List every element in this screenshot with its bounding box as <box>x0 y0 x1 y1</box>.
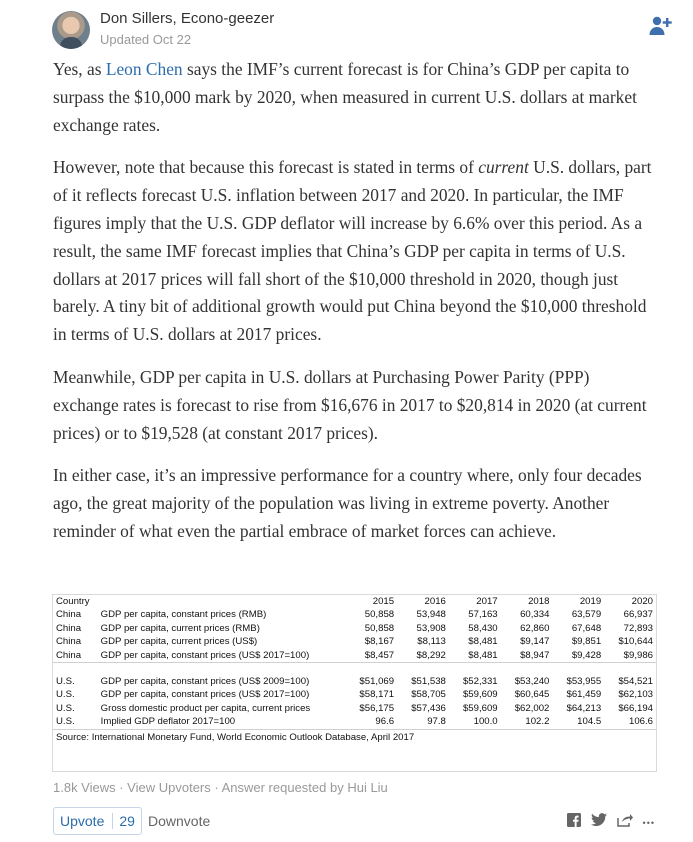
table-row <box>53 675 656 688</box>
table-row <box>53 622 656 635</box>
table-cell: China <box>56 636 82 648</box>
table-row <box>53 595 656 608</box>
upvote-button[interactable] <box>53 807 142 835</box>
table-cell: 106.6 <box>628 716 653 728</box>
table-cell: 58,430 <box>468 622 498 634</box>
avatar[interactable] <box>52 11 90 49</box>
twitter-icon[interactable] <box>591 813 607 832</box>
table-cell: $51,069 <box>359 676 395 688</box>
paragraph-4: In either case, it’s an impressive performance for a country where, only four decades ago, the great majority of the population was living in extreme poverty. Another reminder of what even the partial embrace of market forces can achieve. <box>53 465 642 541</box>
table-cell: 100.0 <box>473 716 498 728</box>
leon-chen-link[interactable]: Leon Chen <box>105 59 183 79</box>
table-cell: China <box>56 622 82 634</box>
answer-body <box>53 56 653 561</box>
table-cell: $53,240 <box>514 676 550 688</box>
table-cell: 2017 <box>476 596 498 607</box>
table-cell: $59,609 <box>462 689 498 701</box>
table-cell: $59,609 <box>462 702 498 714</box>
table-cell: GDP per capita, constant prices (US$ 2017=100) <box>100 689 310 701</box>
table-cell: $8,481 <box>449 649 501 663</box>
table-row <box>53 635 656 648</box>
table-cell <box>98 595 346 608</box>
share-icons <box>567 813 655 832</box>
table-cell: $8,481 <box>468 636 498 648</box>
table-row <box>53 608 656 621</box>
share-icon[interactable] <box>617 813 633 832</box>
table-cell: $9,428 <box>552 649 604 663</box>
table-cell: 66,937 <box>623 609 653 621</box>
table-cell: 102.2 <box>525 716 550 728</box>
table-cell: GDP per capita, current prices (RMB) <box>100 622 260 634</box>
paragraph-1: Yes, as Leon Chen says the IMF’s current forecast is for China’s GDP per capita to surpass the $10,000 mark by 2020, when measured in current U.S. dollars at market exchange rates. <box>53 59 637 135</box>
table-cell: $8,947 <box>501 649 553 663</box>
table-cell: 2020 <box>631 596 653 607</box>
table-cell: $8,167 <box>364 636 395 648</box>
table-cell: 50,858 <box>364 609 395 621</box>
table-cell: 2018 <box>528 596 550 607</box>
table-row <box>53 702 656 715</box>
table-cell: 63,579 <box>571 609 602 621</box>
table-cell: $8,113 <box>417 636 446 648</box>
paragraph-3: Meanwhile, GDP per capita in U.S. dollars at Purchasing Power Parity (PPP) exchange rates is forecast to rise from $16,676 in 2017 to $20,814 in 2020 (at current prices) or to $19,528 (at constant 2017 prices). <box>53 366 647 443</box>
upvote-label: Upvote <box>60 813 105 829</box>
table-cell: $58,171 <box>359 689 395 701</box>
table-cell: $8,292 <box>397 649 449 663</box>
table-cell: U.S. <box>56 689 75 701</box>
table-row <box>53 715 656 729</box>
table-cell: U.S. <box>56 702 75 714</box>
table-cell: $60,645 <box>514 689 550 701</box>
table-cell: $66,194 <box>618 702 653 714</box>
table-cell: $51,538 <box>411 676 446 688</box>
table-cell: Gross domestic product per capita, current prices <box>100 702 311 714</box>
table-source: Source: International Monetary Fund, World Economic Outlook Database, April 2017 <box>53 729 656 746</box>
table-cell: $57,436 <box>411 702 446 714</box>
table-cell: U.S. <box>56 676 75 688</box>
table-cell: $54,521 <box>618 676 653 688</box>
upvote-count: 29 <box>112 813 135 829</box>
downvote-button[interactable]: Downvote <box>148 813 211 829</box>
table-cell: 50,858 <box>364 622 395 634</box>
table-cell: GDP per capita, constant prices (US$ 2009=100) <box>100 676 310 688</box>
gdp-table <box>53 595 656 746</box>
table-cell: 60,334 <box>520 609 550 621</box>
table-cell: 57,163 <box>468 609 498 621</box>
table-cell: $8,457 <box>345 649 397 663</box>
table-cell: $56,175 <box>359 702 395 714</box>
table-cell: China <box>56 609 82 621</box>
table-cell: $62,103 <box>618 689 653 701</box>
table-cell: $53,955 <box>566 676 602 688</box>
table-cell: $52,331 <box>462 676 498 688</box>
table-cell: 53,948 <box>416 609 446 621</box>
table-cell: 97.8 <box>427 716 446 728</box>
table-cell: $61,459 <box>566 689 602 701</box>
gdp-table-image[interactable] <box>52 594 657 772</box>
table-cell: $9,986 <box>604 649 656 663</box>
table-cell: $9,851 <box>571 636 602 648</box>
updated-date[interactable]: Updated Oct 22 <box>100 32 192 47</box>
table-cell: 96.6 <box>375 716 395 728</box>
answer-stats: 1.8k Views · View Upvoters · Answer requested by Hui Liu <box>53 780 388 795</box>
table-cell: 2019 <box>579 596 602 607</box>
table-cell: 104.5 <box>577 716 602 728</box>
table-spacer <box>53 663 656 676</box>
facebook-icon[interactable] <box>567 813 581 832</box>
table-cell: 53,908 <box>416 622 446 634</box>
table-cell: $64,213 <box>566 702 602 714</box>
answer-header <box>52 10 672 52</box>
table-cell: GDP per capita, constant prices (US$ 2017=100) <box>98 649 346 663</box>
follow-icon[interactable] <box>648 14 672 38</box>
table-cell: Country <box>56 596 90 607</box>
table-cell: 72,893 <box>623 622 653 634</box>
more-icon[interactable]: ••• <box>642 817 655 828</box>
paragraph-2: However, note that because this forecast is stated in terms of current U.S. dollars, part of it reflects forecast U.S. inflation between 2017 and 2020. In particular, the IMF figures imply that the U.S. GDP deflator will increase by 6.6% over this period. As a result, the same IMF forecast implies that China’s GDP per capita in terms of U.S. dollars at 2017 prices will fall short of the $10,000 threshold in 2020, though just barely. A tiny bit of additional growth would put China beyond the $10,000 threshold in terms of U.S. dollars at 2017 prices. <box>53 157 652 345</box>
table-cell: $62,002 <box>514 702 550 714</box>
table-cell: 67,648 <box>571 622 602 634</box>
table-cell: $9,147 <box>520 636 550 648</box>
table-row <box>53 649 656 663</box>
table-cell: $58,705 <box>411 689 446 701</box>
author-name[interactable]: Don Sillers, Econo-geezer <box>100 10 275 27</box>
table-cell: Implied GDP deflator 2017=100 <box>100 716 236 728</box>
table-cell: 2015 <box>372 596 395 607</box>
table-cell: 2016 <box>424 596 446 607</box>
table-cell: 62,860 <box>520 622 550 634</box>
table-cell: $10,644 <box>618 636 653 648</box>
table-cell: GDP per capita, current prices (US$) <box>100 636 258 648</box>
action-bar <box>53 807 655 835</box>
table-source-row <box>53 729 656 746</box>
table-cell: China <box>53 649 98 663</box>
table-cell: U.S. <box>56 716 75 728</box>
table-cell: GDP per capita, constant prices (RMB) <box>100 609 267 621</box>
table-row <box>53 688 656 701</box>
